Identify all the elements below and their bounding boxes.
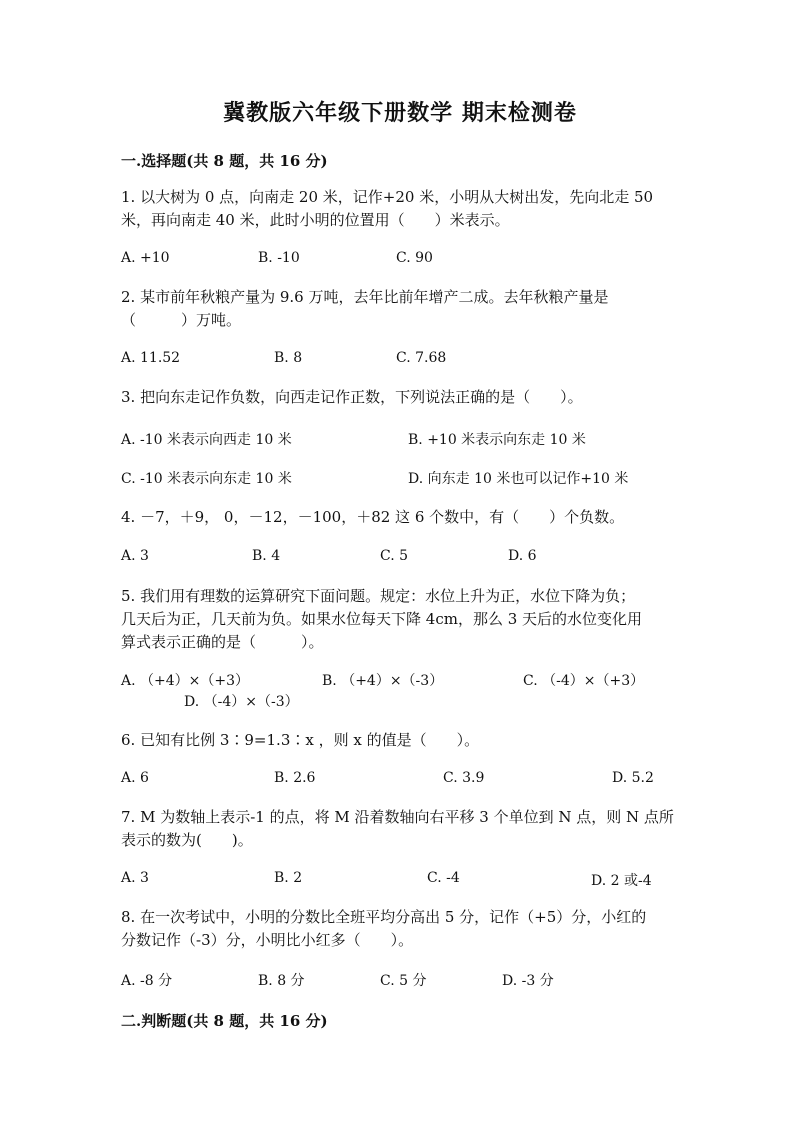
option-c: C. -10 米表示向东走 10 米	[121, 471, 292, 487]
option-b: B. 4	[252, 548, 281, 564]
option-b: B. 8	[274, 350, 303, 366]
option-b: B. 2.6	[274, 770, 316, 786]
option-c: C. （-4）×（+3）	[523, 673, 645, 689]
question-line: 算式表示正确的是（ ）。	[121, 633, 324, 651]
option-a: A. 11.52	[121, 350, 181, 366]
question-line: 5. 我们用有理数的运算研究下面问题。规定：水位上升为正，水位下降为负；	[121, 587, 636, 605]
option-b: B. 2	[274, 870, 303, 886]
option-a: A. +10	[121, 250, 170, 266]
section-heading-choice: 一.选择题(共 8 题，共 16 分)	[121, 152, 328, 170]
section-heading-judgment: 二.判断题(共 8 题，共 16 分)	[121, 1012, 328, 1030]
question-line: 表示的数为( )。	[121, 831, 253, 849]
option-d: D. 5.2	[612, 770, 654, 786]
page-title: 冀教版六年级下册数学 期末检测卷	[223, 100, 577, 126]
option-b: B. -10	[258, 250, 300, 266]
option-d: D. 6	[508, 548, 537, 564]
option-b: B. （+4）×（-3）	[322, 673, 444, 689]
option-c: C. 7.68	[396, 350, 447, 366]
question-line: 6. 已知有比例 3∶9=1.3∶x ，则 x 的值是（ ）。	[121, 731, 480, 749]
question-line: 8. 在一次考试中，小明的分数比全班平均分高出 5 分，记作（+5）分，小红的	[121, 908, 647, 926]
option-c: C. 5	[380, 548, 409, 564]
option-c: C. 3.9	[443, 770, 485, 786]
option-d: D. 2 或-4	[591, 873, 652, 889]
question-4	[121, 506, 681, 529]
question-line: （ ）万吨。	[121, 311, 242, 329]
question-line: 7. M 为数轴上表示-1 的点，将 M 沿着数轴向右平移 3 个单位到 N 点，则 N 点所	[121, 808, 674, 826]
option-c: C. 90	[396, 250, 433, 266]
question-8	[121, 906, 681, 952]
question-line: 4. －7，＋9， 0，－12，－100，＋82 这 6 个数中，有（ ）个负数。	[121, 508, 625, 526]
option-d: D. （-4）×（-3）	[184, 694, 299, 710]
option-b: B. 8 分	[258, 973, 305, 989]
option-a: A. -8 分	[121, 973, 173, 989]
option-a: A. 3	[121, 870, 149, 886]
question-2	[121, 286, 681, 332]
question-7	[121, 806, 681, 852]
question-line: 3. 把向东走记作负数，向西走记作正数，下列说法正确的是（ ）。	[121, 388, 583, 406]
question-line: 分数记作（-3）分，小明比小红多（ ）。	[121, 931, 414, 949]
option-a: A. （+4）×（+3）	[121, 673, 250, 689]
option-b: B. +10 米表示向东走 10 米	[408, 432, 586, 448]
question-5	[121, 585, 681, 654]
question-line: 2. 某市前年秋粮产量为 9.6 万吨，去年比前年增产二成。去年秋粮产量是	[121, 288, 609, 306]
question-3	[121, 386, 681, 409]
question-6	[121, 729, 681, 752]
option-c: C. 5 分	[380, 973, 427, 989]
question-line: 米，再向南走 40 米，此时小明的位置用（ ）米表示。	[121, 211, 510, 229]
option-a: A. 3	[121, 548, 149, 564]
question-line: 几天后为正，几天前为负。如果水位每天下降 4cm，那么 3 天后的水位变化用	[121, 610, 643, 628]
question-1	[121, 186, 681, 232]
option-d: D. -3 分	[502, 973, 554, 989]
option-c: C. -4	[427, 870, 460, 886]
option-a: A. 6	[121, 770, 149, 786]
option-d: D. 向东走 10 米也可以记作+10 米	[408, 471, 629, 487]
question-line: 1. 以大树为 0 点，向南走 20 米，记作+20 米，小明从大树出发，先向北走 50	[121, 188, 654, 206]
option-a: A. -10 米表示向西走 10 米	[121, 432, 292, 448]
